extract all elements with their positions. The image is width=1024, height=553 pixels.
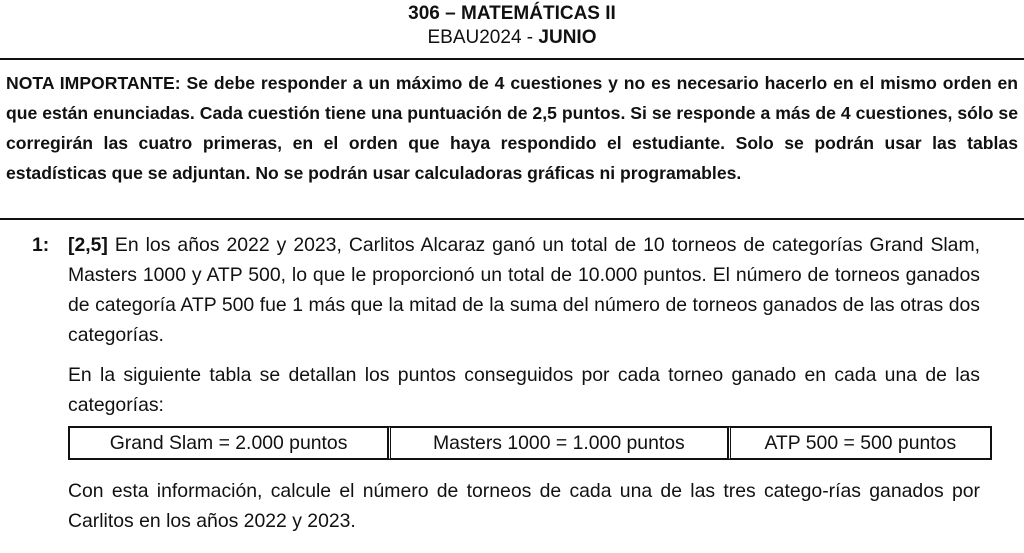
exam-title: 306 – MATEMÁTICAS II [408, 3, 616, 24]
points-table [68, 426, 992, 460]
question-body [68, 230, 980, 536]
question-paragraph-3: Con esta información, calcule el número de torneos de cada una de las tres catego-rías ganados por Carlitos en los años 2022 y 2023. [68, 480, 980, 532]
exam-session: JUNIO [538, 27, 597, 48]
important-note-box [0, 58, 1024, 220]
points-cell-grand-slam: Grand Slam = 2.000 puntos [69, 427, 388, 459]
question-paragraph-1 [68, 230, 980, 350]
points-cell-atp-500: ATP 500 = 500 puntos [728, 427, 991, 459]
question-number: 1: [32, 234, 50, 256]
exam-code: EBAU2024 - [427, 27, 539, 48]
question-paragraph-2: En la siguiente tabla se detallan los puntos conseguidos por cada torneo ganado en cada una de las categorías: [68, 364, 980, 416]
question-statement: En los años 2022 y 2023, Carlitos Alcaraz ganó un total de 10 torneos de categorías Grand Slam, Masters 1000 y ATP 500, lo que le proporcionó un total de 10.000 puntos. El número de torneos ganados de categoría ATP 500 fue 1 más que la mitad de la suma del número de torneos ganados de las otras dos categorías. [68, 234, 981, 346]
question-1 [32, 230, 980, 546]
exam-header [0, 2, 1024, 50]
important-note-text: NOTA IMPORTANTE: Se debe responder a un máximo de 4 cuestiones y no es necesario hacerlo en el mismo orden en que están enunciadas. Cada cuestión tiene una puntuación de 2,5 puntos. Si se responde a más de 4 cuestiones, sólo se corregirán las cuatro primeras, en el orden que haya respondido el estudiante. Solo se podrán usar las tablas estadísticas que se adjuntan. No se podrán usar calculadoras gráficas ni programables. [6, 73, 1018, 183]
exam-subtitle [0, 26, 1024, 50]
points-cell-masters-1000: Masters 1000 = 1.000 puntos [388, 427, 727, 459]
points-table-row [69, 427, 991, 459]
question-points: [2,5] [68, 234, 108, 256]
